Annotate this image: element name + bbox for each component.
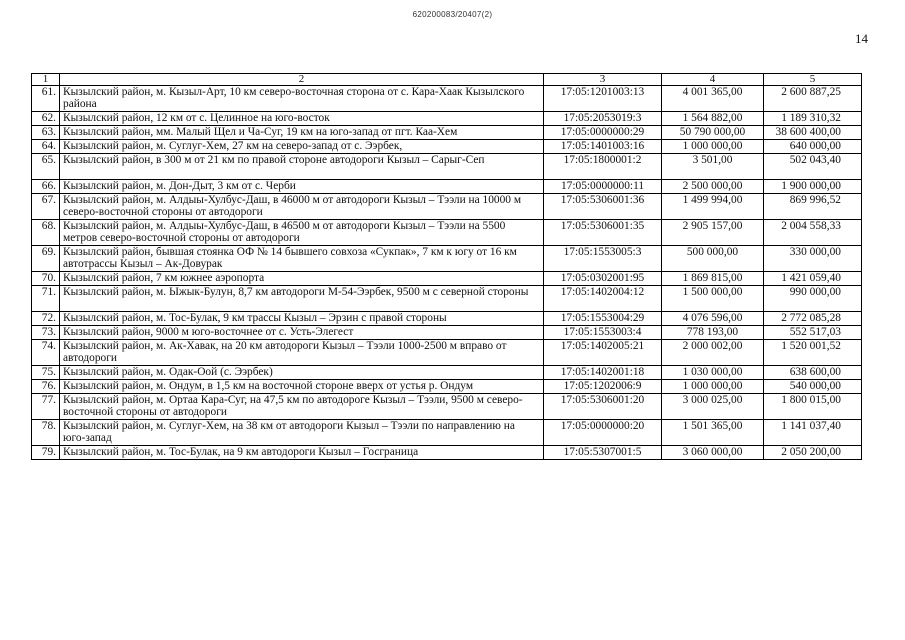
value-col-5: 638 600,00	[764, 366, 862, 380]
value-col-5: 1 141 037,40	[764, 420, 862, 446]
value-col-4: 3 501,00	[662, 154, 764, 180]
cadastral-number: 17:05:1402005:21	[544, 340, 662, 366]
value-col-5: 2 004 558,33	[764, 220, 862, 246]
location-description: Кызылский район, м. Ак-Хавак, на 20 км автодороги Кызыл – Тээли 1000-2500 м вправо от автодороги	[60, 340, 544, 366]
table-row	[32, 340, 862, 366]
value-col-5: 38 600 400,00	[764, 126, 862, 140]
cadastral-number: 17:05:1553004:29	[544, 312, 662, 326]
table-row	[32, 126, 862, 140]
table-row	[32, 394, 862, 420]
row-number: 68.	[32, 220, 60, 246]
cadastral-number: 17:05:1202006:9	[544, 380, 662, 394]
cadastral-number: 17:05:0302001:95	[544, 272, 662, 286]
table-row	[32, 154, 862, 180]
header-cell: 3	[544, 74, 662, 86]
value-col-4: 1 000 000,00	[662, 380, 764, 394]
location-description: Кызылский район, 9000 м юго-восточнее от с. Усть-Элегест	[60, 326, 544, 340]
location-description: Кызылский район, м. Одак-Оой (с. Ээрбек)	[60, 366, 544, 380]
value-col-4: 4 076 596,00	[662, 312, 764, 326]
cadastral-number: 17:05:0000000:20	[544, 420, 662, 446]
cadastral-number: 17:05:1553005:3	[544, 246, 662, 272]
row-number: 66.	[32, 180, 60, 194]
value-col-5: 1 520 001,52	[764, 340, 862, 366]
header-cell: 4	[662, 74, 764, 86]
row-number: 77.	[32, 394, 60, 420]
table-row	[32, 380, 862, 394]
row-number: 65.	[32, 154, 60, 180]
value-col-5: 1 800 015,00	[764, 394, 862, 420]
header-cell: 1	[32, 74, 60, 86]
value-col-4: 1 564 882,00	[662, 112, 764, 126]
row-number: 76.	[32, 380, 60, 394]
location-description: Кызылский район, м. Алдыы-Хулбус-Даш, в 46500 м от автодороги Кызыл – Тээли на 5500 метров северо-восточной стороны от автодороги	[60, 220, 544, 246]
table-row	[32, 446, 862, 460]
value-col-4: 2 500 000,00	[662, 180, 764, 194]
value-col-4: 1 030 000,00	[662, 366, 764, 380]
value-col-5: 2 772 085,28	[764, 312, 862, 326]
table-row	[32, 246, 862, 272]
table-row	[32, 366, 862, 380]
value-col-5: 869 996,52	[764, 194, 862, 220]
location-description: Кызылский район, м. Суглуг-Хем, на 38 км от автодороги Кызыл – Тээли по направлению на юго-запад	[60, 420, 544, 446]
table-row	[32, 312, 862, 326]
header-cell: 2	[60, 74, 544, 86]
row-number: 70.	[32, 272, 60, 286]
value-col-5: 1 189 310,32	[764, 112, 862, 126]
location-description: Кызылский район, м. Суглуг-Хем, 27 км на северо-запад от с. Ээрбек,	[60, 140, 544, 154]
table-row	[32, 220, 862, 246]
page-number: 14	[855, 31, 868, 46]
cadastral-number: 17:05:1402004:12	[544, 286, 662, 312]
row-number: 62.	[32, 112, 60, 126]
table-row	[32, 326, 862, 340]
location-description: Кызылский район, бывшая стоянка ОФ № 14 бывшего совхоза «Сукпак», 7 км к югу от 16 км автотрассы Кызыл – Ак-Довурак	[60, 246, 544, 272]
location-description: Кызылский район, в 300 м от 21 км по правой стороне автодороги Кызыл – Сарыг-Сеп	[60, 154, 544, 180]
value-col-4: 1 500 000,00	[662, 286, 764, 312]
row-number: 69.	[32, 246, 60, 272]
value-col-5: 540 000,00	[764, 380, 862, 394]
location-description: Кызылский район, м. Тос-Булак, на 9 км автодороги Кызыл – Госграница	[60, 446, 544, 460]
location-description: Кызылский район, 7 км южнее аэропорта	[60, 272, 544, 286]
table-row	[32, 272, 862, 286]
location-description: Кызылский район, мм. Малый Щел и Ча-Суг, 19 км на юго-запад от пгт. Каа-Хем	[60, 126, 544, 140]
document-id: 620200083/20407(2)	[412, 10, 493, 19]
cadastral-number: 17:05:1401003:16	[544, 140, 662, 154]
value-col-4: 1 499 994,00	[662, 194, 764, 220]
table-row	[32, 86, 862, 112]
table-row	[32, 420, 862, 446]
land-plot-table	[31, 73, 862, 460]
table-row	[32, 286, 862, 312]
cadastral-number: 17:05:1402001:18	[544, 366, 662, 380]
value-col-4: 1 869 815,00	[662, 272, 764, 286]
location-description: Кызылский район, м. Дон-Дыт, 3 км от с. Черби	[60, 180, 544, 194]
row-number: 67.	[32, 194, 60, 220]
table-row	[32, 194, 862, 220]
value-col-4: 500 000,00	[662, 246, 764, 272]
value-col-4: 778 193,00	[662, 326, 764, 340]
value-col-5: 330 000,00	[764, 246, 862, 272]
cadastral-number: 17:05:0000000:11	[544, 180, 662, 194]
value-col-5: 2 050 200,00	[764, 446, 862, 460]
cadastral-number: 17:05:1800001:2	[544, 154, 662, 180]
cadastral-number: 17:05:2053019:3	[544, 112, 662, 126]
cadastral-number: 17:05:1553003:4	[544, 326, 662, 340]
location-description: Кызылский район, м. Тос-Булак, 9 км трассы Кызыл – Эрзин с правой стороны	[60, 312, 544, 326]
cadastral-number: 17:05:5306001:20	[544, 394, 662, 420]
table-header-row	[32, 74, 862, 86]
row-number: 79.	[32, 446, 60, 460]
row-number: 74.	[32, 340, 60, 366]
value-col-5: 552 517,03	[764, 326, 862, 340]
value-col-5: 1 421 059,40	[764, 272, 862, 286]
row-number: 61.	[32, 86, 60, 112]
row-number: 71.	[32, 286, 60, 312]
value-col-4: 2 000 002,00	[662, 340, 764, 366]
header-cell: 5	[764, 74, 862, 86]
location-description: Кызылский район, м. Кызыл-Арт, 10 км северо-восточная сторона от с. Кара-Хаак Кызылского района	[60, 86, 544, 112]
value-col-4: 1 501 365,00	[662, 420, 764, 446]
location-description: Кызылский район, м. Ортаа Кара-Суг, на 47,5 км по автодороге Кызыл – Тээли, 9500 м северо-восточной стороны от автодороги	[60, 394, 544, 420]
location-description: Кызылский район, 12 км от с. Целинное на юго-восток	[60, 112, 544, 126]
cadastral-number: 17:05:0000000:29	[544, 126, 662, 140]
value-col-4: 2 905 157,00	[662, 220, 764, 246]
value-col-4: 3 000 025,00	[662, 394, 764, 420]
value-col-5: 1 900 000,00	[764, 180, 862, 194]
cadastral-number: 17:05:5306001:35	[544, 220, 662, 246]
value-col-4: 1 000 000,00	[662, 140, 764, 154]
row-number: 63.	[32, 126, 60, 140]
value-col-4: 4 001 365,00	[662, 86, 764, 112]
value-col-5: 640 000,00	[764, 140, 862, 154]
value-col-5: 502 043,40	[764, 154, 862, 180]
value-col-4: 3 060 000,00	[662, 446, 764, 460]
table-row	[32, 180, 862, 194]
value-col-5: 2 600 887,25	[764, 86, 862, 112]
table-row	[32, 140, 862, 154]
cadastral-number: 17:05:5306001:36	[544, 194, 662, 220]
location-description: Кызылский район, м. Ондум, в 1,5 км на восточной стороне вверх от устья р. Ондум	[60, 380, 544, 394]
row-number: 64.	[32, 140, 60, 154]
row-number: 75.	[32, 366, 60, 380]
row-number: 78.	[32, 420, 60, 446]
cadastral-number: 17:05:5307001:5	[544, 446, 662, 460]
row-number: 73.	[32, 326, 60, 340]
cadastral-number: 17:05:1201003:13	[544, 86, 662, 112]
row-number: 72.	[32, 312, 60, 326]
table-row	[32, 112, 862, 126]
location-description: Кызылский район, м. Ыжык-Булун, 8,7 км автодороги М-54-Ээрбек, 9500 м с северной стороны	[60, 286, 544, 312]
value-col-5: 990 000,00	[764, 286, 862, 312]
location-description: Кызылский район, м. Алдыы-Хулбус-Даш, в 46000 м от автодороги Кызыл – Тээли на 10000 м северо-восточной стороны от автодороги	[60, 194, 544, 220]
value-col-4: 50 790 000,00	[662, 126, 764, 140]
